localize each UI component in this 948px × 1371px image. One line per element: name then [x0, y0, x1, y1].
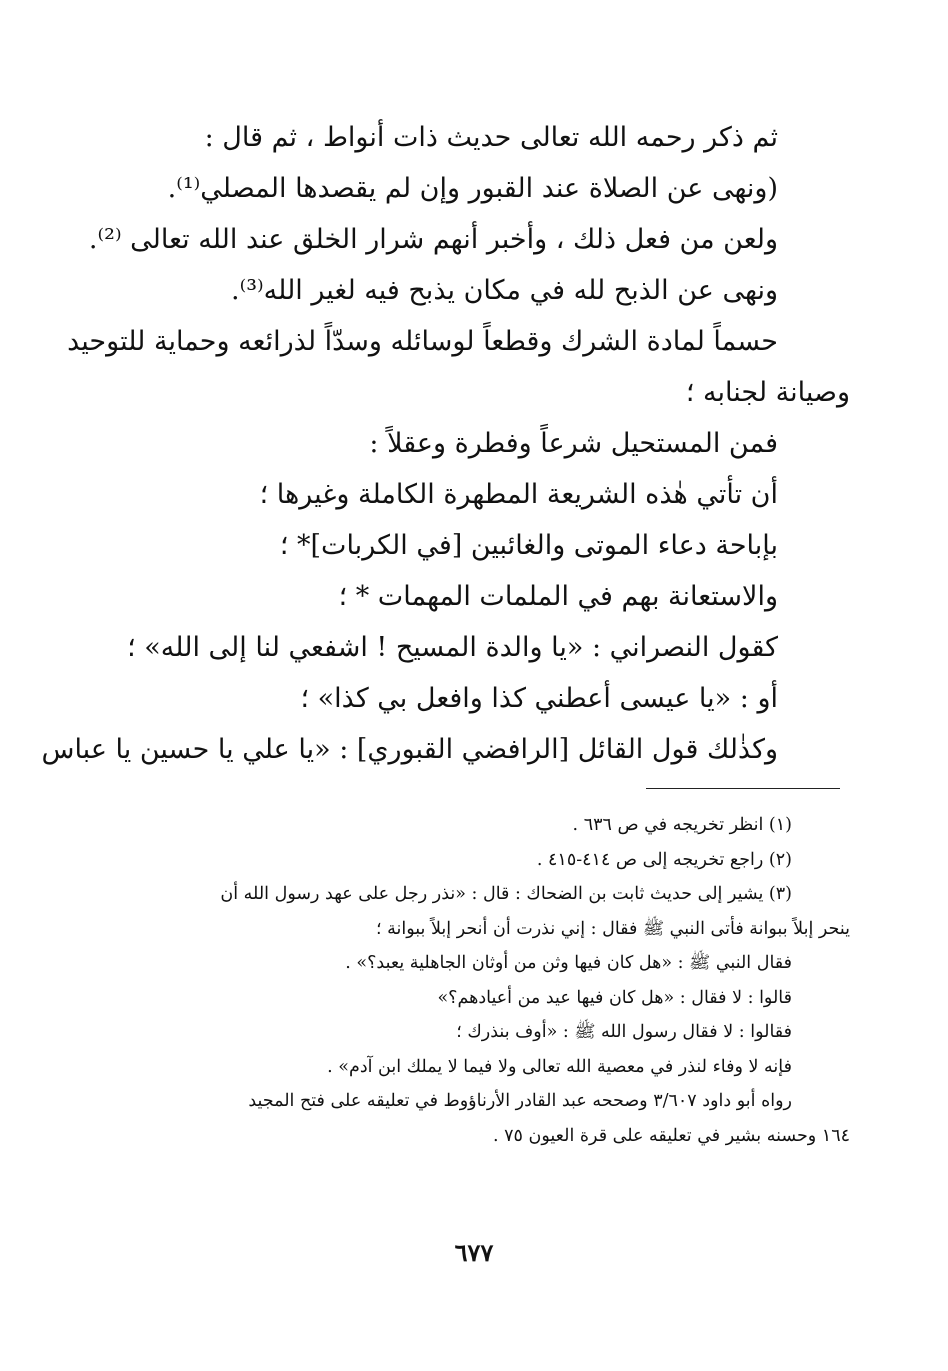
footnote-line: (١) انظر تخريجه في ص ٦٣٦ .	[572, 815, 792, 835]
text-line: وكذٰلك قول القائل [الرافضي القبوري] : «يا علي يا حسين يا عباس	[41, 734, 778, 765]
footnote-line: فقالوا : لا فقال رسول الله ﷺ : «أوف بنذرك ؛	[456, 1022, 792, 1042]
footnote-line: فإنه لا وفاء لنذر في معصية الله تعالى ولا فيما لا يملك ابن آدم» .	[327, 1056, 792, 1077]
page-number: ٦٧٧	[454, 1238, 494, 1267]
footnote-line: رواه أبو داود ٣/٦٠٧ وصححه عبد القادر الأرناؤوط في تعليقه على فتح المجيد	[248, 1091, 792, 1111]
text-line: ولعن من فعل ذلك ، وأخبر أنهم شرار الخلق عند الله تعالى ⁽²⁾.	[88, 224, 778, 255]
footnote-line: ١٦٤ وحسنه بشير في تعليقه على قرة العيون ٧٥ .	[492, 1125, 850, 1146]
footnote-line: (٢) راجع تخريجه إلى ص ٤١٤-٤١٥ .	[536, 849, 792, 870]
footnote-line: ينحر إبلاً ببوانة فأتى النبي ﷺ فقال : إني نذرت أن أنحر إبلاً ببوانة ؛	[375, 918, 850, 939]
text-line: ونهى عن الذبح لله في مكان يذبح فيه لغير الله⁽³⁾.	[230, 275, 778, 306]
text-line: والاستعانة بهم في الملمات المهمات * ؛	[338, 581, 778, 612]
text-line: كقول النصراني : «يا والدة المسيح ! اشفعي لنا إلى الله» ؛	[127, 632, 778, 663]
text-line: فمن المستحيل شرعاً وفطرة وعقلاً :	[369, 428, 778, 459]
text-line: وصيانة لجنابه ؛	[685, 377, 850, 408]
footnote-line: قالوا : لا فقال : «هل كان فيها عيد من أعيادهم؟»	[437, 987, 792, 1008]
footnote-line: (٣) يشير إلى حديث ثابت بن الضحاك : قال : «نذر رجل على عهد رسول الله أن	[220, 884, 792, 904]
footnote-separator	[646, 788, 840, 789]
text-line: حسماً لمادة الشرك وقطعاً لوسائله وسدّاً لذرائعه وحماية للتوحيد	[67, 326, 778, 357]
text-line: أن تأتي هٰذه الشريعة المطهرة الكاملة وغيرها ؛	[259, 479, 778, 510]
main-text	[41, 112, 850, 775]
footnotes	[120, 808, 850, 1153]
text-line: بإباحة دعاء الموتى والغائبين [في الكربات]* ؛	[279, 530, 778, 561]
text-line: (ونهى عن الصلاة عند القبور وإن لم يقصدها المصلي⁽¹⁾.	[167, 173, 778, 204]
footnote-line: فقال النبي ﷺ : «هل كان فيها وثن من أوثان الجاهلية يعبد؟» .	[345, 953, 792, 973]
text-line: أو : «يا عيسى أعطني كذا وافعل بي كذا» ؛	[300, 683, 778, 714]
text-line: ثم ذكر رحمه الله تعالى حديث ذات أنواط ، ثم قال :	[204, 122, 778, 153]
